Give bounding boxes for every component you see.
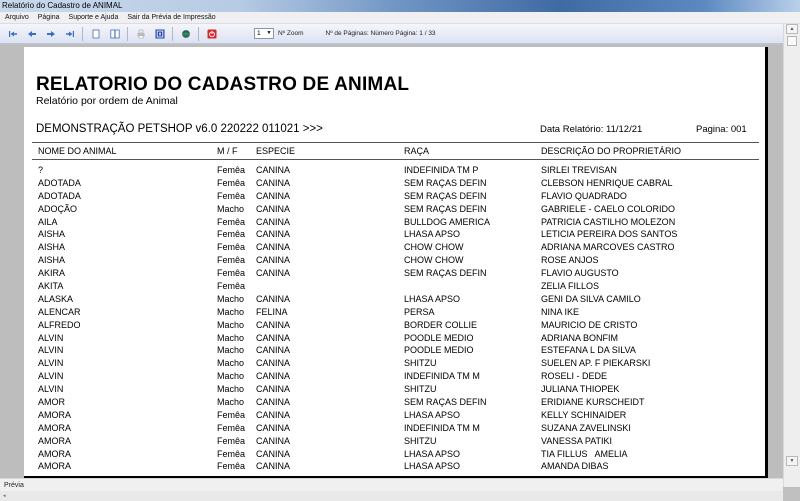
cell-sex: Macho bbox=[217, 371, 245, 382]
vertical-scrollbar[interactable] bbox=[783, 24, 800, 487]
toolbar-separator bbox=[172, 27, 173, 41]
cell-animal-name: AMORA bbox=[38, 409, 72, 420]
cell-breed: LHASA APSO bbox=[404, 229, 461, 240]
status-bar bbox=[0, 478, 783, 500]
cell-owner: ZELIA FILLOS bbox=[541, 281, 600, 292]
table-row bbox=[24, 229, 764, 242]
cell-owner: ADRIANA MARCOVES CASTRO bbox=[541, 242, 675, 253]
cell-breed: BULLDOG AMERICA bbox=[404, 216, 491, 227]
table-row bbox=[24, 307, 764, 320]
last-page-icon bbox=[65, 29, 75, 39]
menu-bar bbox=[0, 12, 800, 24]
column-header-owner: DESCRIÇÃO DO PROPRIETÁRIO bbox=[541, 146, 682, 156]
cell-owner: KELLY SCHINAIDER bbox=[541, 409, 627, 420]
cell-breed: SHITZU bbox=[404, 384, 437, 395]
cell-animal-name: AMOR bbox=[38, 397, 65, 408]
toolbar bbox=[0, 24, 783, 44]
export-icon bbox=[155, 29, 165, 39]
cell-species: CANINA bbox=[256, 397, 291, 408]
column-header-breed: RAÇA bbox=[404, 146, 430, 156]
cell-owner: ROSELI - DEDE bbox=[541, 371, 608, 382]
cell-sex: Macho bbox=[217, 293, 245, 304]
previous-page-icon bbox=[27, 29, 37, 39]
cell-breed: INDEFINIDA TM M bbox=[404, 371, 480, 382]
cell-animal-name: AILA bbox=[38, 216, 58, 227]
cell-animal-name: ALVIN bbox=[38, 345, 64, 356]
cell-breed: SEM RAÇAS DEFIN bbox=[404, 203, 487, 214]
scroll-up-button[interactable]: ▲ bbox=[786, 24, 798, 34]
previous-page-button[interactable] bbox=[26, 28, 38, 40]
cell-animal-name: ADOTADA bbox=[38, 190, 81, 201]
scroll-down-button[interactable]: ▼ bbox=[786, 456, 798, 466]
menu-arquivo[interactable]: Arquivo bbox=[5, 14, 29, 21]
cell-species: CANINA bbox=[256, 242, 291, 253]
cell-breed: INDEFINIDA TM P bbox=[404, 165, 479, 175]
cell-breed: SEM RAÇAS DEFIN bbox=[404, 268, 487, 279]
report-page bbox=[24, 47, 768, 478]
cell-species: CANINA bbox=[256, 165, 291, 175]
menu-sair-previa[interactable]: Sair da Prévia de Impressão bbox=[127, 14, 216, 21]
cell-sex: Macho bbox=[217, 203, 245, 214]
cell-sex: Femêa bbox=[217, 165, 246, 175]
export-button[interactable] bbox=[154, 28, 166, 40]
cell-owner: ERIDIANE KURSCHEIDT bbox=[541, 397, 645, 408]
column-header-species: ESPECIE bbox=[256, 146, 296, 156]
cell-breed: SHITZU bbox=[404, 358, 437, 369]
cell-animal-name: AMORA bbox=[38, 448, 72, 459]
table-row bbox=[24, 178, 764, 191]
cell-breed: INDEFINIDA TM M bbox=[404, 422, 480, 433]
table-row bbox=[24, 397, 764, 410]
cell-species: CANINA bbox=[256, 358, 291, 369]
cell-owner: GABRIELE - CAELO COLORIDO bbox=[541, 203, 676, 214]
cell-sex: Femêa bbox=[217, 422, 246, 433]
cell-owner: FLAVIO AUGUSTO bbox=[541, 268, 619, 279]
scroll-thumb[interactable] bbox=[787, 36, 797, 46]
cell-species: CANINA bbox=[256, 332, 291, 343]
column-header-sex: M / F bbox=[217, 146, 238, 156]
table-row bbox=[24, 371, 764, 384]
cell-owner: LETICIA PEREIRA DOS SANTOS bbox=[541, 229, 678, 240]
cell-sex: Femêa bbox=[217, 242, 246, 253]
cell-owner: AMANDA DIBAS bbox=[541, 461, 609, 472]
print-icon bbox=[136, 29, 146, 39]
exit-icon bbox=[207, 29, 217, 39]
first-page-icon bbox=[8, 29, 18, 39]
table-row bbox=[24, 204, 764, 217]
header-divider bbox=[32, 159, 759, 160]
cell-animal-name: ALVIN bbox=[38, 358, 64, 369]
web-icon bbox=[181, 29, 191, 39]
cell-animal-name: AMORA bbox=[38, 435, 72, 446]
cell-sex: Femêa bbox=[217, 435, 246, 446]
window-title-bar bbox=[0, 0, 800, 12]
cell-species: CANINA bbox=[256, 190, 291, 201]
cell-animal-name: ALVIN bbox=[38, 332, 64, 343]
cell-sex: Femêa bbox=[217, 216, 246, 227]
menu-pagina[interactable]: Página bbox=[37, 14, 60, 21]
cell-owner: NINA IKE bbox=[541, 306, 580, 317]
cell-sex: Femêa bbox=[217, 268, 246, 279]
next-page-button[interactable] bbox=[45, 28, 57, 40]
cell-animal-name: ALASKA bbox=[38, 293, 74, 304]
cell-species: CANINA bbox=[256, 345, 291, 356]
table-row bbox=[24, 320, 764, 333]
cell-species: CANINA bbox=[256, 435, 291, 446]
table-row bbox=[24, 217, 764, 230]
menu-suporte-ajuda[interactable]: Suporte e Ajuda bbox=[68, 14, 119, 21]
cell-owner: ADRIANA BONFIM bbox=[541, 332, 619, 343]
table-row bbox=[24, 255, 764, 268]
cell-sex: Femêa bbox=[217, 409, 246, 420]
cell-animal-name: ALVIN bbox=[38, 371, 64, 382]
table-row bbox=[24, 436, 764, 449]
first-page-button[interactable] bbox=[7, 28, 19, 40]
table-row bbox=[24, 242, 764, 255]
cell-owner: CLEBSON HENRIQUE CABRAL bbox=[541, 177, 673, 188]
cell-owner: SUELEN AP. F PIEKARSKI bbox=[541, 358, 651, 369]
cell-animal-name: ADOTADA bbox=[38, 177, 81, 188]
cell-species: CANINA bbox=[256, 268, 291, 279]
cell-animal-name: ADOÇÃO bbox=[38, 203, 78, 214]
two-pages-icon bbox=[110, 29, 120, 39]
cell-sex: Femêa bbox=[217, 448, 246, 459]
cell-breed: LHASA APSO bbox=[404, 461, 461, 472]
table-row bbox=[24, 191, 764, 204]
cell-breed: BORDER COLLIE bbox=[404, 319, 478, 330]
cell-species: CANINA bbox=[256, 409, 291, 420]
cell-sex: Macho bbox=[217, 319, 245, 330]
exit-button[interactable] bbox=[206, 28, 218, 40]
cell-sex: Macho bbox=[217, 384, 245, 395]
status-label: Prévia bbox=[4, 482, 24, 489]
cell-animal-name: AKIRA bbox=[38, 268, 66, 279]
cell-owner: FLAVIO QUADRADO bbox=[541, 190, 627, 201]
toolbar-separator bbox=[82, 27, 83, 41]
report-title: RELATORIO DO CADASTRO DE ANIMAL bbox=[36, 74, 410, 95]
window-title: Relatório do Cadastro de ANIMAL bbox=[2, 1, 123, 10]
print-button[interactable] bbox=[135, 28, 147, 40]
page-info: Nº de Páginas: Número Página: 1 / 33 bbox=[325, 30, 436, 37]
cell-sex: Femêa bbox=[217, 190, 246, 201]
table-row bbox=[24, 410, 764, 423]
cell-species: CANINA bbox=[256, 422, 291, 433]
cell-sex: Macho bbox=[217, 397, 245, 408]
cell-animal-name: ALVIN bbox=[38, 384, 64, 395]
cell-owner: ESTEFANA L DA SILVA bbox=[541, 345, 636, 356]
cell-breed: SEM RAÇAS DEFIN bbox=[404, 397, 487, 408]
table-row bbox=[24, 449, 764, 462]
cell-animal-name: AKITA bbox=[38, 281, 64, 292]
cell-animal-name: AISHA bbox=[38, 229, 66, 240]
cell-breed: SEM RAÇAS DEFIN bbox=[404, 190, 487, 201]
report-subtitle: Relatório por ordem de Animal bbox=[36, 95, 178, 107]
table-row bbox=[24, 423, 764, 436]
cell-sex: Macho bbox=[217, 358, 245, 369]
cell-owner: SUZANA ZAVELINSKI bbox=[541, 422, 631, 433]
table-row bbox=[24, 384, 764, 397]
cell-sex: Macho bbox=[217, 345, 245, 356]
single-page-button[interactable] bbox=[90, 28, 102, 40]
cell-animal-name: ALFREDO bbox=[38, 319, 81, 330]
cell-breed: SEM RAÇAS DEFIN bbox=[404, 177, 487, 188]
web-button[interactable] bbox=[180, 28, 192, 40]
cell-sex: Femêa bbox=[217, 229, 246, 240]
cell-animal-name: AMORA bbox=[38, 422, 72, 433]
two-pages-button[interactable] bbox=[109, 28, 121, 40]
report-page-number: Pagina: 001 bbox=[696, 124, 747, 135]
table-row bbox=[24, 294, 764, 307]
cell-species: FELINA bbox=[256, 306, 288, 317]
cell-sex: Femêa bbox=[217, 177, 246, 188]
zoom-value: 1 bbox=[257, 30, 261, 37]
cell-sex: Femêa bbox=[217, 281, 246, 292]
cell-breed: LHASA APSO bbox=[404, 409, 461, 420]
toolbar-separator bbox=[127, 27, 128, 41]
cell-species: CANINA bbox=[256, 293, 291, 304]
cell-breed: POODLE MEDIO bbox=[404, 345, 474, 356]
cell-species: CANINA bbox=[256, 255, 291, 266]
toolbar-separator bbox=[198, 27, 199, 41]
cell-species: CANINA bbox=[256, 319, 291, 330]
cell-owner: TIA FILLUS AMELIA bbox=[541, 448, 628, 459]
cell-sex: Macho bbox=[217, 332, 245, 343]
cell-species: CANINA bbox=[256, 461, 291, 472]
column-header-name: NOME DO ANIMAL bbox=[38, 146, 117, 156]
chevron-down-icon: ▼ bbox=[266, 30, 272, 36]
cell-owner: JULIANA THIOPEK bbox=[541, 384, 620, 395]
cell-species: CANINA bbox=[256, 371, 291, 382]
header-divider bbox=[32, 142, 759, 143]
cell-owner: MAURICIO DE CRISTO bbox=[541, 319, 638, 330]
cell-breed: POODLE MEDIO bbox=[404, 332, 474, 343]
cell-species: CANINA bbox=[256, 448, 291, 459]
cell-breed: SHITZU bbox=[404, 435, 437, 446]
cell-animal-name: AMORA bbox=[38, 461, 72, 472]
cell-animal-name: ALENCAR bbox=[38, 306, 81, 317]
table-row bbox=[24, 165, 764, 178]
cell-sex: Femêa bbox=[217, 255, 246, 266]
zoom-label: Nº Zoom bbox=[278, 30, 304, 37]
cell-owner: ROSE ANJOS bbox=[541, 255, 599, 266]
cell-owner: VANESSA PATIKI bbox=[541, 435, 613, 446]
horizontal-scrollbar[interactable]: ◂ bbox=[0, 491, 783, 501]
report-company: DEMONSTRAÇÃO PETSHOP v6.0 220222 011021 >>> bbox=[36, 123, 323, 135]
zoom-select[interactable] bbox=[254, 28, 274, 39]
report-date: Data Relatório: 11/12/21 bbox=[540, 124, 643, 135]
report-rows bbox=[24, 165, 764, 474]
preview-area bbox=[0, 45, 783, 478]
table-row bbox=[24, 461, 764, 474]
cell-species: CANINA bbox=[256, 177, 291, 188]
cell-animal-name: AISHA bbox=[38, 242, 66, 253]
table-row bbox=[24, 358, 764, 371]
cell-breed: LHASA APSO bbox=[404, 448, 461, 459]
cell-breed: CHOW CHOW bbox=[404, 242, 464, 253]
table-row bbox=[24, 268, 764, 281]
cell-sex: Femêa bbox=[217, 461, 246, 472]
single-page-icon bbox=[91, 29, 101, 39]
cell-owner: GENI DA SILVA CAMILO bbox=[541, 293, 641, 304]
cell-owner: PATRICIA CASTILHO MOLEZON bbox=[541, 216, 676, 227]
table-row bbox=[24, 281, 764, 294]
last-page-button[interactable] bbox=[64, 28, 76, 40]
cell-species: CANINA bbox=[256, 216, 291, 227]
cell-species: CANINA bbox=[256, 203, 291, 214]
cell-breed: PERSA bbox=[404, 306, 435, 317]
cell-breed: CHOW CHOW bbox=[404, 255, 464, 266]
cell-species: CANINA bbox=[256, 229, 291, 240]
cell-species: CANINA bbox=[256, 384, 291, 395]
table-row bbox=[24, 333, 764, 346]
cell-animal-name: AISHA bbox=[38, 255, 66, 266]
cell-breed: LHASA APSO bbox=[404, 293, 461, 304]
next-page-icon bbox=[46, 29, 56, 39]
cell-animal-name: ? bbox=[38, 165, 44, 175]
cell-owner: SIRLEI TREVISAN bbox=[541, 165, 617, 175]
table-row bbox=[24, 345, 764, 358]
cell-sex: Macho bbox=[217, 306, 245, 317]
